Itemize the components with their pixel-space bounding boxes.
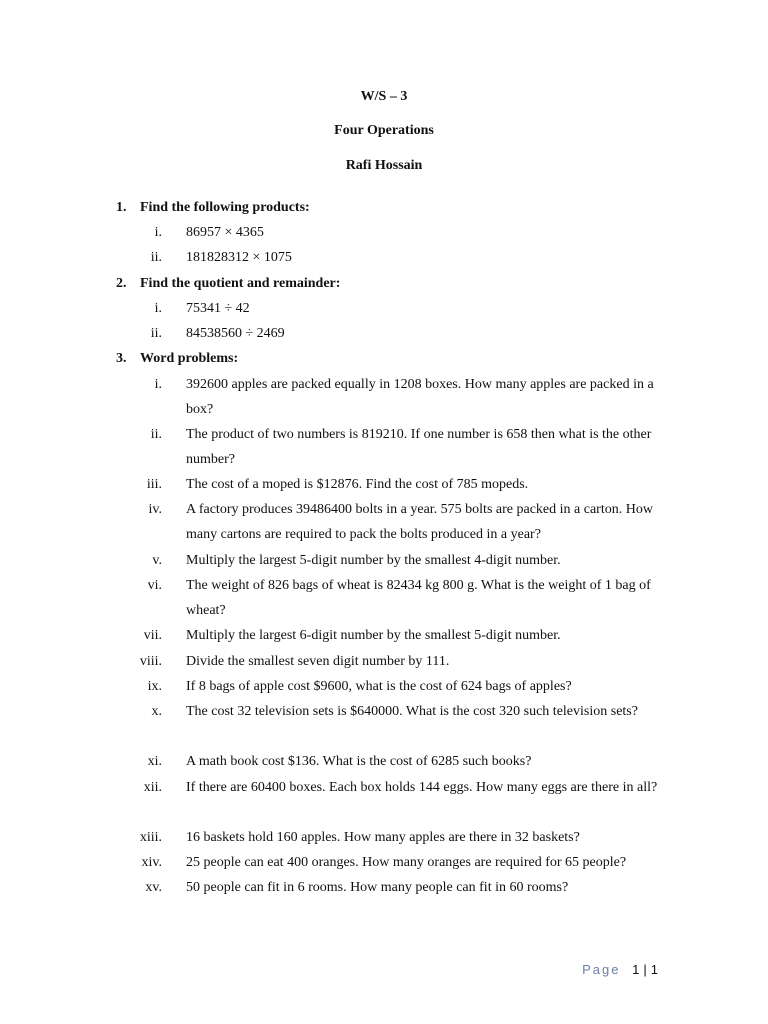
section-2-label: Find the quotient and remainder: — [140, 276, 341, 291]
item-text: 25 people can eat 400 oranges. How many oranges are required for 65 people? — [186, 855, 627, 870]
item-text: The cost 32 television sets is $640000. What is the cost 320 such television sets? — [186, 704, 638, 719]
item-text: The product of two numbers is 819210. If one number is 658 then what is the other number? — [186, 427, 652, 467]
item-numeral: xiii. — [139, 830, 162, 845]
item-text: 392600 apples are packed equally in 1208 boxes. How many apples are packed in a box? — [186, 377, 654, 417]
item-text: Multiply the largest 5-digit number by the smallest 4-digit number. — [186, 553, 561, 568]
item-text: 50 people can fit in 6 rooms. How many people can fit in 60 rooms? — [186, 880, 569, 895]
item-numeral: ii. — [150, 326, 162, 341]
total-pages: 1 — [650, 962, 658, 977]
section-1-title — [116, 199, 310, 217]
author-name: Rafi Hossain — [345, 158, 423, 173]
item-numeral: iv. — [148, 502, 162, 517]
item-numeral: ii. — [150, 427, 162, 442]
item-text: 16 baskets hold 160 apples. How many apples are there in 32 baskets? — [186, 830, 580, 845]
current-page-number: 1 — [632, 962, 640, 977]
section-3-label: Word problems: — [140, 351, 239, 366]
item-text: 84538560 ÷ 2469 — [186, 326, 285, 341]
item-numeral: v. — [152, 553, 162, 568]
item-text: If there are 60400 boxes. Each box holds 144 eggs. How many eggs are there in all? — [186, 780, 658, 795]
sheet-id: W/S – 3 — [360, 89, 408, 104]
section-1-label: Find the following products: — [140, 200, 310, 215]
section-1-number: 1. — [116, 200, 127, 215]
item-numeral: i. — [154, 301, 162, 316]
item-numeral: i. — [154, 225, 162, 240]
item-text: Multiply the largest 6-digit number by the smallest 5-digit number. — [186, 628, 561, 643]
item-text: 181828312 × 1075 — [186, 250, 292, 265]
item-text: A factory produces 39486400 bolts in a year. 575 bolts are packed in a carton. How many cartons are required to pack the bolts produced in a year? — [186, 502, 653, 542]
item-numeral: xi. — [147, 754, 162, 769]
item-text: If 8 bags of apple cost $9600, what is the cost of 624 bags of apples? — [186, 679, 572, 694]
section-2-title — [116, 275, 340, 293]
item-numeral: iii. — [146, 477, 162, 492]
page-footer — [582, 962, 658, 977]
item-numeral: x. — [151, 704, 162, 719]
page-label: Page — [582, 962, 621, 977]
section-3-number: 3. — [116, 351, 127, 366]
item-numeral: xiv. — [141, 855, 162, 870]
section-3-title — [116, 350, 238, 368]
item-text: The cost of a moped is $12876. Find the cost of 785 mopeds. — [186, 477, 529, 492]
item-text: 86957 × 4365 — [186, 225, 264, 240]
item-text: A math book cost $136. What is the cost of 6285 such books? — [186, 754, 532, 769]
item-numeral: vii. — [143, 628, 162, 643]
item-numeral: xv. — [145, 880, 162, 895]
topic-title: Four Operations — [334, 123, 434, 138]
item-numeral: i. — [154, 377, 162, 392]
section-2-number: 2. — [116, 276, 127, 291]
item-numeral: ii. — [150, 250, 162, 265]
item-text: Divide the smallest seven digit number by 111. — [186, 654, 450, 669]
item-text: 75341 ÷ 42 — [186, 301, 250, 316]
item-text: The weight of 826 bags of wheat is 82434 kg 800 g. What is the weight of 1 bag of wheat? — [186, 578, 651, 618]
item-numeral: xii. — [143, 780, 162, 795]
page-separator: | — [643, 962, 647, 977]
item-numeral: viii. — [139, 654, 162, 669]
item-numeral: ix. — [147, 679, 162, 694]
item-numeral: vi. — [147, 578, 162, 593]
